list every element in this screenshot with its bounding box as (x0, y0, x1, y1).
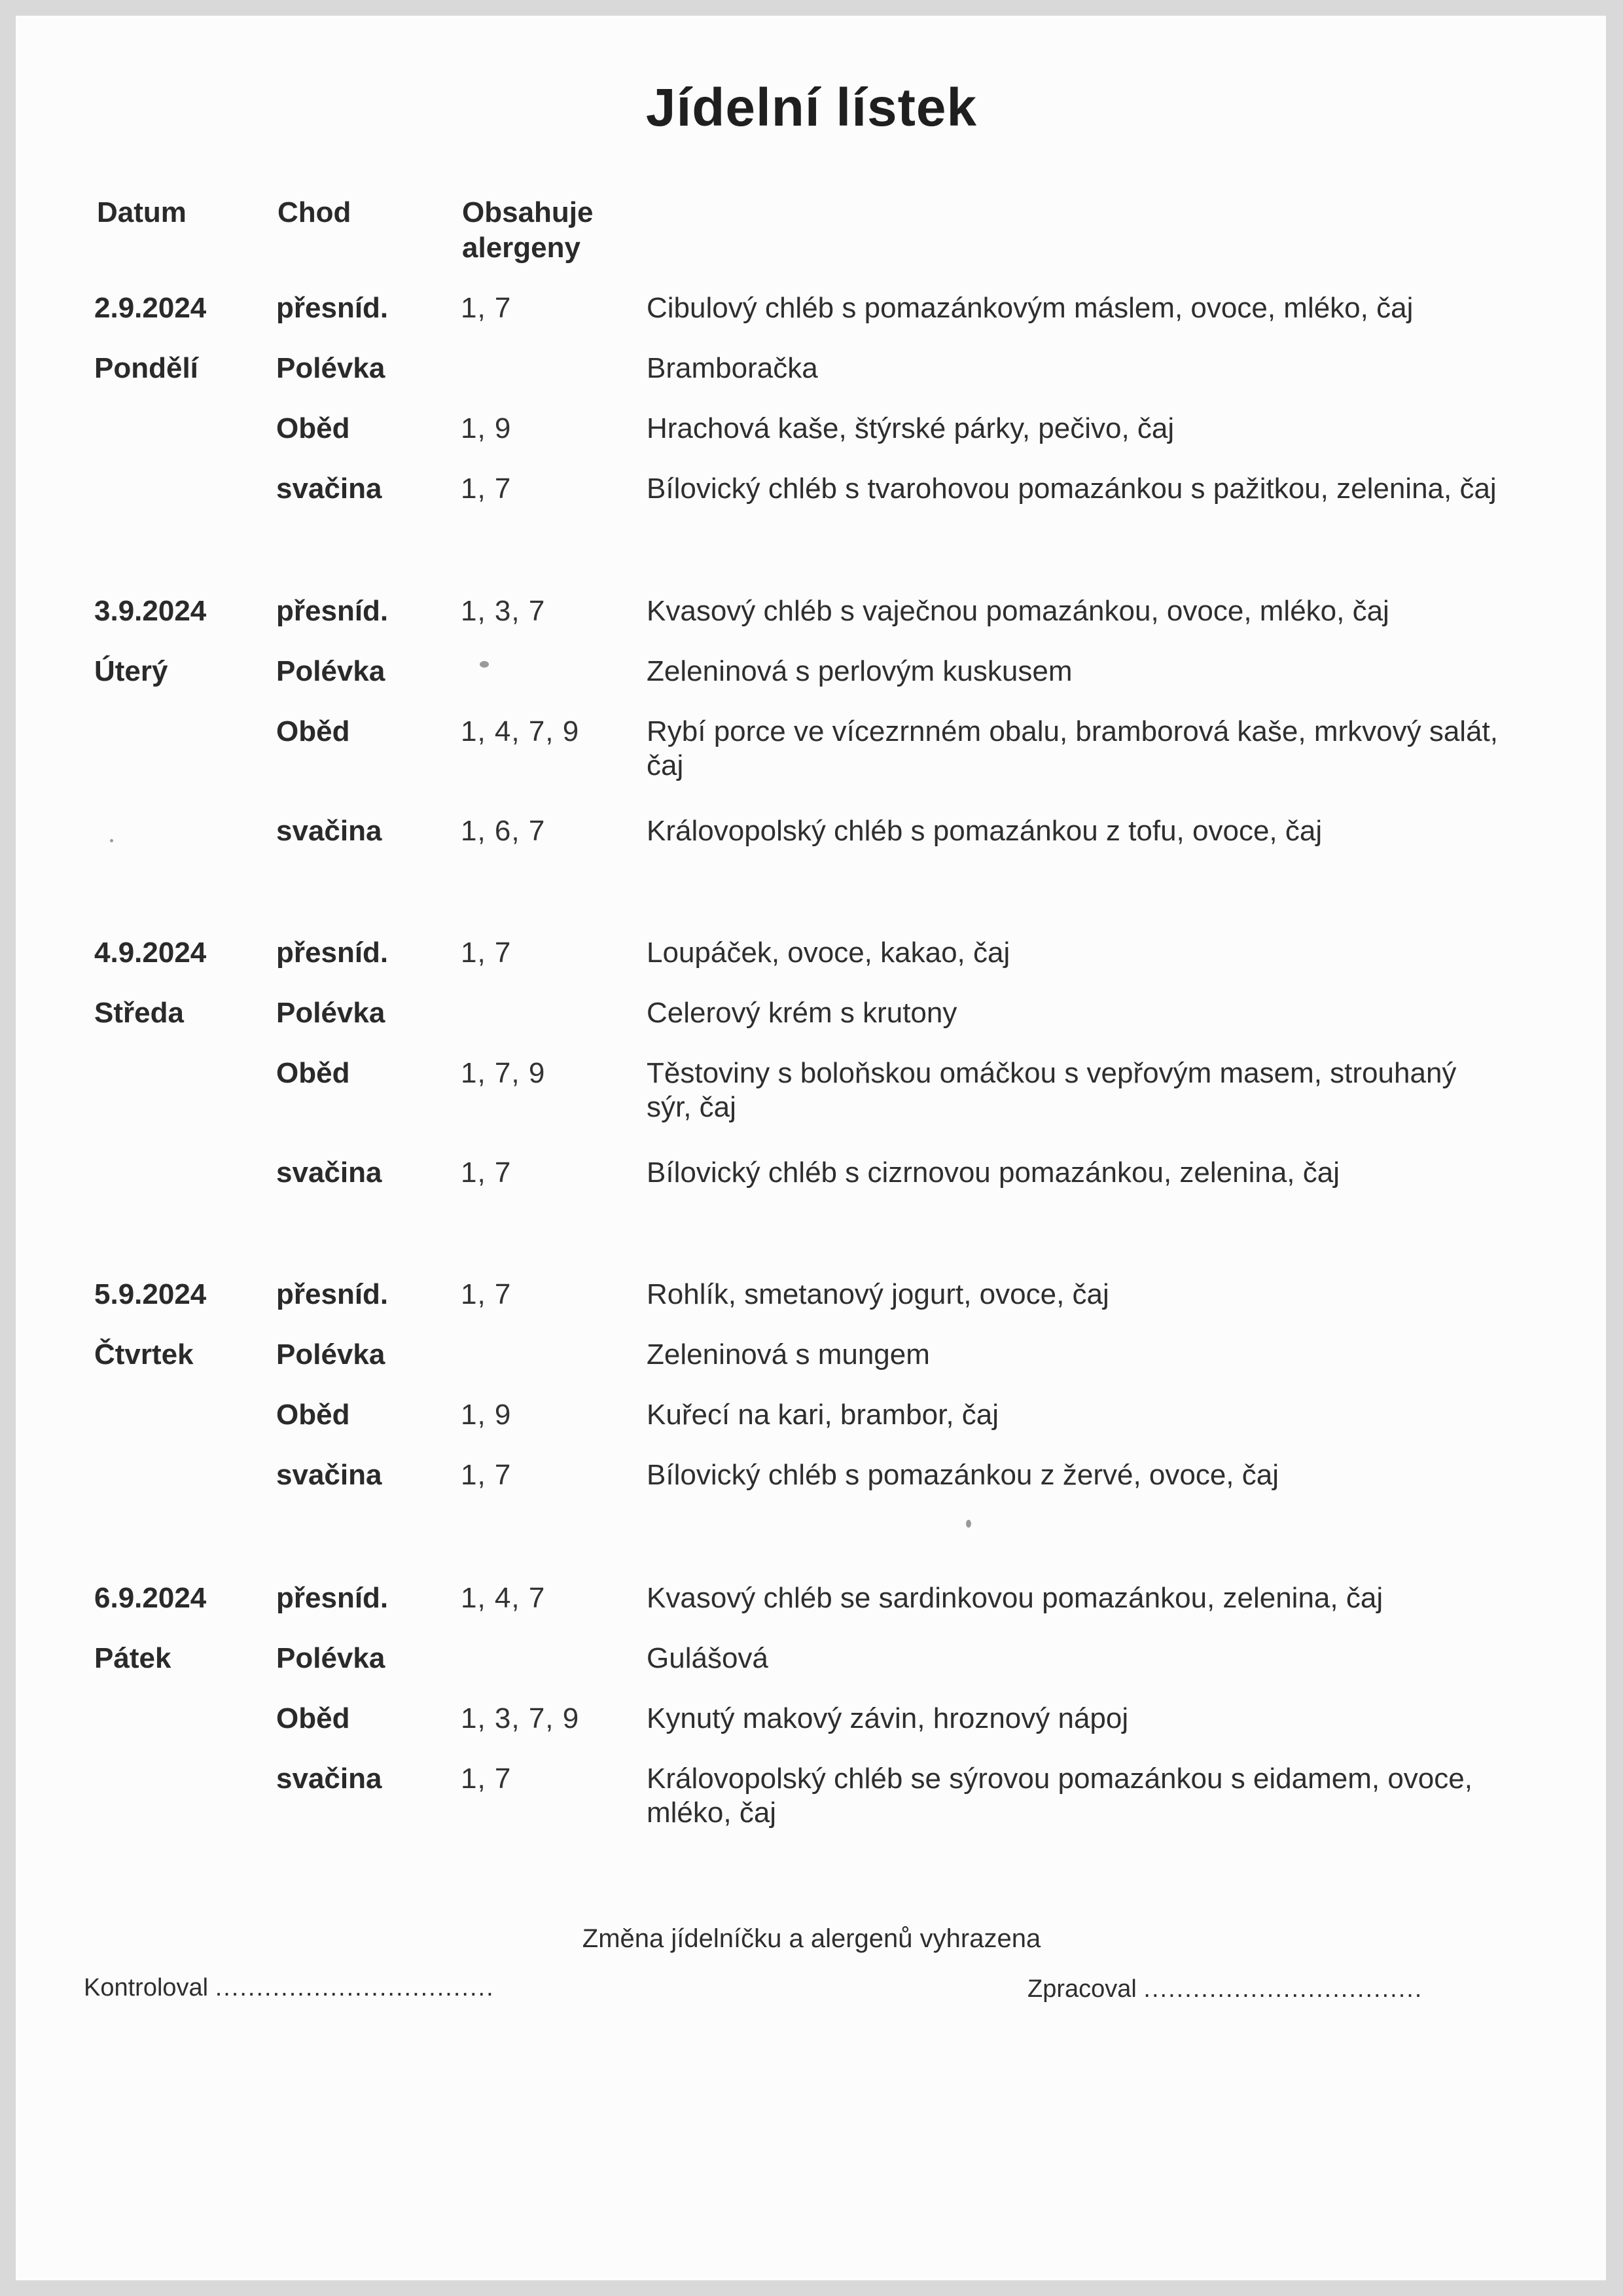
footer-note: Změna jídelníčku a alergenů vyhrazena (582, 1924, 1041, 1953)
course-name: svačina (276, 473, 382, 505)
course-name: přesníd. (276, 1582, 389, 1614)
course-name: Oběd (276, 715, 350, 747)
allergen-codes: 1, 3, 7 (461, 595, 546, 627)
day-weekday: Středa (94, 997, 184, 1029)
course-name: Polévka (276, 1338, 385, 1371)
course-name: Polévka (276, 352, 385, 384)
header-chod: Chod (277, 196, 351, 228)
dish-description: Hrachová kaše, štýrské párky, pečivo, čaj (647, 412, 1175, 444)
course-name: svačina (276, 1157, 382, 1189)
dish-description: Bílovický chléb s tvarohovou pomazánkou s pažitkou, zelenina, čaj (647, 473, 1497, 505)
day-date: 6.9.2024 (94, 1582, 207, 1614)
scan-speck (966, 1520, 971, 1528)
course-name: přesníd. (276, 595, 389, 627)
allergen-codes: 1, 3, 7, 9 (461, 1702, 580, 1734)
allergen-codes: 1, 4, 7 (461, 1582, 546, 1614)
checked-by-line: .................................. (215, 1974, 495, 2001)
checked-by (84, 1974, 495, 2002)
dish-description: Královopolský chléb s pomazánkou z tofu, ovoce, čaj (647, 815, 1323, 847)
allergen-codes: 1, 7 (461, 292, 512, 324)
course-name: Polévka (276, 1642, 385, 1674)
allergen-codes: 1, 7, 9 (461, 1057, 546, 1089)
checked-by-label: Kontroloval (84, 1974, 209, 2001)
dish-description: Kvasový chléb s vaječnou pomazánkou, ovoce, mléko, čaj (647, 595, 1389, 627)
course-name: svačina (276, 1459, 382, 1491)
dish-description: Zeleninová s mungem (647, 1338, 930, 1371)
header-datum: Datum (97, 196, 187, 228)
allergen-codes: 1, 7 (461, 1459, 512, 1491)
course-name: Oběd (276, 1057, 350, 1089)
course-name: Polévka (276, 997, 385, 1029)
course-name: Oběd (276, 1399, 350, 1431)
dish-description: Rohlík, smetanový jogurt, ovoce, čaj (647, 1278, 1109, 1310)
prepared-by-line: .................................. (1143, 1975, 1423, 2003)
allergen-codes: 1, 7 (461, 1278, 512, 1310)
dish-description: Loupáček, ovoce, kakao, čaj (647, 937, 1010, 969)
dish-description: Kynutý makový závin, hroznový nápoj (647, 1702, 1129, 1734)
day-weekday: Pátek (94, 1642, 171, 1674)
scan-speck (480, 661, 489, 668)
course-name: přesníd. (276, 937, 389, 969)
prepared-by (1027, 1975, 1423, 2003)
allergen-codes: 1, 7 (461, 473, 512, 505)
dish-description: Cibulový chléb s pomazánkovým máslem, ovoce, mléko, čaj (647, 292, 1414, 324)
allergen-codes: 1, 4, 7, 9 (461, 715, 580, 747)
dish-description: Bílovický chléb s pomazánkou z žervé, ovoce, čaj (647, 1459, 1279, 1491)
allergen-codes: 1, 9 (461, 412, 512, 444)
course-name: přesníd. (276, 1278, 389, 1310)
scan-speck (110, 839, 113, 842)
dish-description: Kuřecí na kari, brambor, čaj (647, 1399, 999, 1431)
dish-description: Zeleninová s perlovým kuskusem (647, 655, 1073, 687)
dish-description: Královopolský chléb se sýrovou pomazánkou s eidamem, ovoce, mléko, čaj (647, 1763, 1472, 1829)
allergen-codes: 1, 6, 7 (461, 815, 546, 847)
course-name: svačina (276, 815, 382, 847)
course-name: Polévka (276, 655, 385, 687)
course-name: svačina (276, 1763, 382, 1795)
header-alergeny: Obsahuje alergeny (462, 196, 594, 264)
day-weekday: Čtvrtek (94, 1338, 194, 1371)
day-date: 3.9.2024 (94, 595, 207, 627)
course-name: přesníd. (276, 292, 389, 324)
course-name: Oběd (276, 412, 350, 444)
course-name: Oběd (276, 1702, 350, 1734)
dish-description: Celerový krém s krutony (647, 997, 957, 1029)
allergen-codes: 1, 7 (461, 1157, 512, 1189)
dish-description: Gulášová (647, 1642, 768, 1674)
allergen-codes: 1, 7 (461, 937, 512, 969)
dish-description: Těstoviny s boloňskou omáčkou s vepřovým masem, strouhaný sýr, čaj (647, 1057, 1457, 1123)
prepared-by-label: Zpracoval (1027, 1975, 1137, 2003)
dish-description: Kvasový chléb se sardinkovou pomazánkou, zelenina, čaj (647, 1582, 1383, 1614)
dish-description: Rybí porce ve vícezrnném obalu, bramborová kaše, mrkvový salát, čaj (647, 715, 1498, 781)
day-date: 5.9.2024 (94, 1278, 207, 1310)
allergen-codes: 1, 7 (461, 1763, 512, 1795)
day-date: 4.9.2024 (94, 937, 207, 969)
day-weekday: Pondělí (94, 352, 198, 384)
allergen-codes: 1, 9 (461, 1399, 512, 1431)
page-title: Jídelní lístek (645, 78, 978, 137)
dish-description: Bílovický chléb s cizrnovou pomazánkou, zelenina, čaj (647, 1157, 1340, 1189)
day-date: 2.9.2024 (94, 292, 207, 324)
dish-description: Bramboračka (647, 352, 818, 384)
day-weekday: Úterý (94, 655, 168, 687)
